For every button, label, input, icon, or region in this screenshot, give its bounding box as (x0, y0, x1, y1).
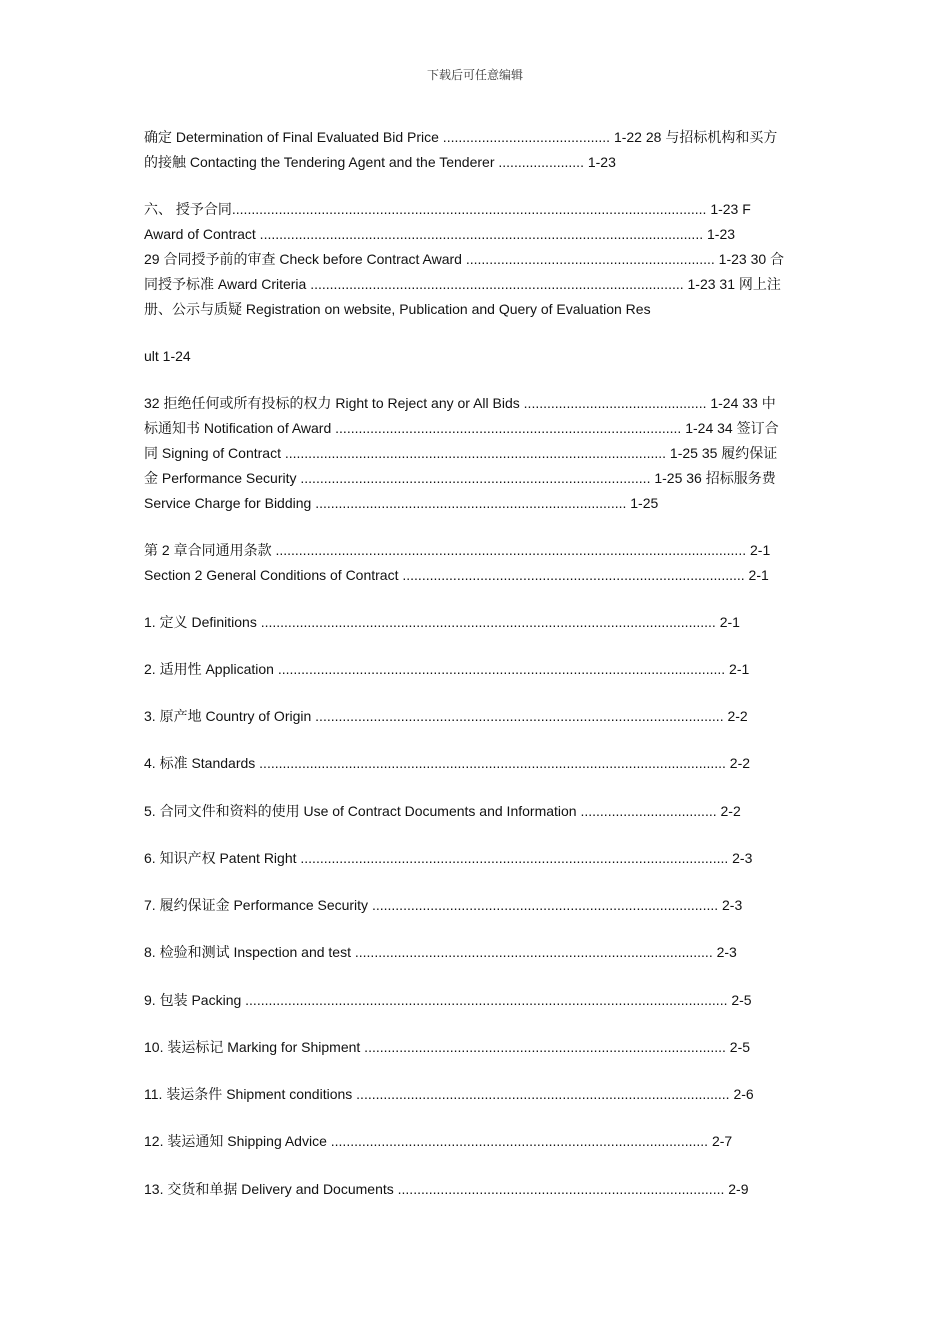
toc-line: 32 拒绝任何或所有投标的权力 Right to Reject any or All Bids ............................................... 1-24 33 中 (144, 395, 776, 411)
toc-line: 13. 交货和单据 Delivery and Documents .................................................................................... 2-9 (144, 1181, 749, 1197)
toc-line: 3. 原产地 Country of Origin ......................................................................................................... 2-2 (144, 708, 748, 724)
toc-line: 六、 授予合同.......................................................................................................................... 1-23 F (144, 201, 751, 217)
toc-line: 7. 履约保证金 Performance Security ......................................................................................... 2-3 (144, 897, 743, 913)
toc-line: Section 2 General Conditions of Contract ........................................................................................ 2-1 (144, 567, 769, 583)
toc-line: Award of Contract .................................................................................................................. 1-23 (144, 226, 736, 242)
toc-line: 的接触 Contacting the Tendering Agent and the Tenderer ...................... 1-23 (144, 154, 616, 170)
toc-line: 12. 装运通知 Shipping Advice ................................................................................................. 2-7 (144, 1133, 733, 1149)
toc-line: 29 合同授予前的审查 Check before Contract Award ................................................................ 1-23 30 合 (144, 251, 785, 267)
toc-line: 11. 装运条件 Shipment conditions ................................................................................................ 2-6 (144, 1086, 754, 1102)
toc-line: 4. 标准 Standards ........................................................................................................................ 2-2 (144, 755, 751, 771)
toc-line: 金 Performance Security .......................................................................................... 1-25 36 招标服务费 (144, 470, 776, 486)
toc-line: 8. 检验和测试 Inspection and test ............................................................................................ 2-3 (144, 944, 737, 960)
toc-line: ult 1-24 (144, 348, 191, 364)
toc-line: 6. 知识产权 Patent Right .............................................................................................................. 2-3 (144, 850, 753, 866)
toc-line: 9. 包装 Packing ............................................................................................................................ 2-5 (144, 992, 752, 1008)
toc-line: 标通知书 Notification of Award ......................................................................................... 1-24 34 签订合 (144, 420, 779, 436)
toc-line: 册、公示与质疑 Registration on website, Publication and Query of Evaluation Res (144, 301, 651, 317)
toc-line: 5. 合同文件和资料的使用 Use of Contract Documents and Information ................................... 2-2 (144, 803, 741, 819)
toc-line: 第 2 章合同通用条款 ......................................................................................................................... 2-1 (144, 542, 771, 558)
page-header: 下载后可任意编辑 (426, 68, 523, 82)
toc-line: 10. 装运标记 Marking for Shipment ............................................................................................. 2-5 (144, 1039, 751, 1055)
toc-line: 1. 定义 Definitions ..................................................................................................................... 2-1 (144, 614, 740, 630)
toc-line: 同 Signing of Contract .................................................................................................. 1-25 35 履约保证 (144, 445, 778, 461)
toc-line: 确定 Determination of Final Evaluated Bid Price ........................................... 1-22 28 与招标机构和买方 (144, 129, 778, 145)
toc-line: 2. 适用性 Application ................................................................................................................... 2-1 (144, 661, 750, 677)
toc-line: Service Charge for Bidding ................................................................................ 1-25 (144, 495, 659, 511)
toc-line: 同授予标准 Award Criteria ................................................................................................ 1-23 31 网上注 (144, 276, 781, 292)
